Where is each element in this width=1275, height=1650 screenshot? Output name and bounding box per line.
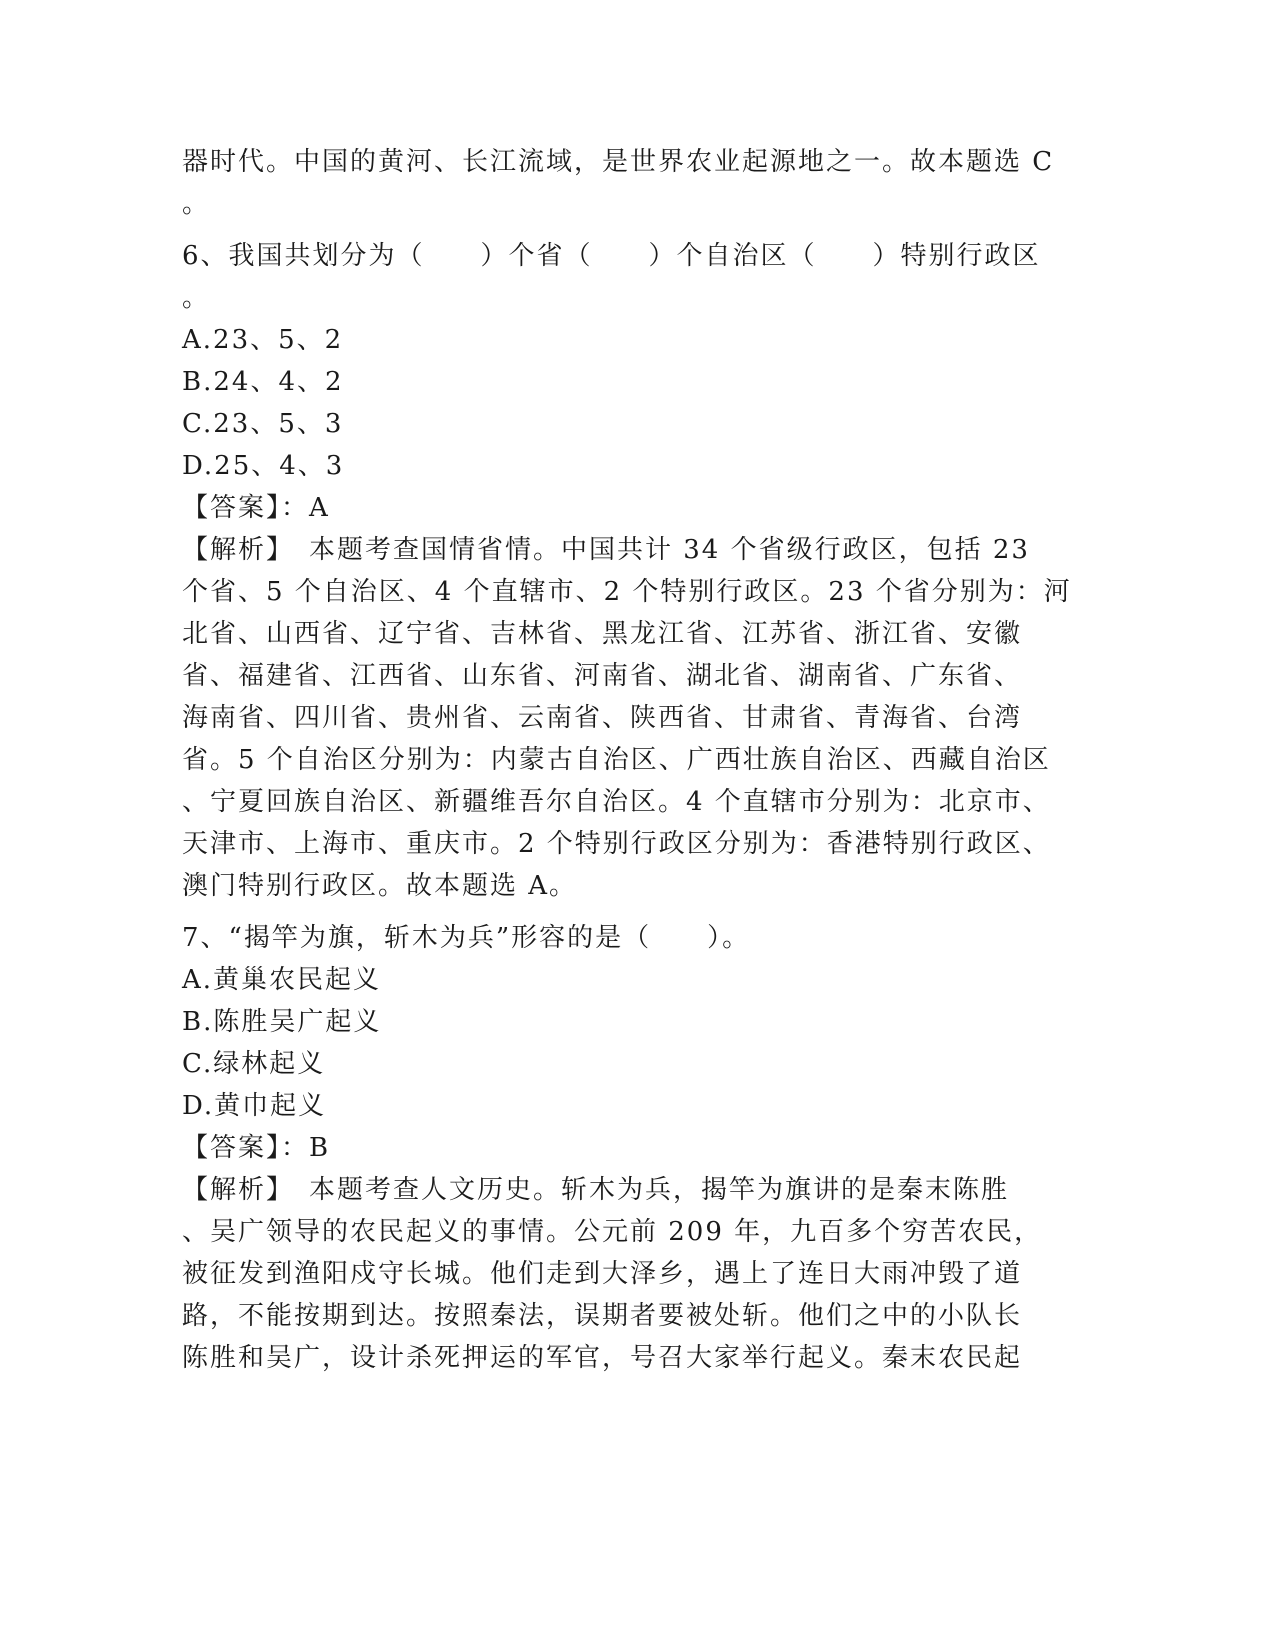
analysis	[182, 529, 1082, 907]
option-d: D.黄巾起义	[182, 1091, 327, 1121]
option-a: A.23、5、2	[182, 325, 344, 355]
analysis-line: 天津市、上海市、重庆市。2 个特别行政区分别为：香港特别行政区、	[182, 829, 1051, 859]
option-b: B.24、4、2	[182, 367, 344, 397]
analysis-line: 、吴广领导的农民起义的事情。公元前 209 年，九百多个穷苦农民，	[182, 1217, 1043, 1247]
analysis-line: 路，不能按期到达。按照秦法，误期者要被处斩。他们之中的小队长	[182, 1301, 1023, 1331]
analysis-line: 【解析】 本题考查国情省情。中国共计 34 个省级行政区，包括 23	[182, 535, 1030, 565]
option-b: B.陈胜吴广起义	[182, 1007, 382, 1037]
question-text: 6、我国共划分为（ ）个省（ ）个自治区（ ）特别行政区	[182, 241, 1041, 271]
analysis-line: 海南省、四川省、贵州省、云南省、陕西省、甘肃省、青海省、台湾	[182, 703, 1023, 733]
document-page	[182, 141, 1082, 1379]
analysis-line: 被征发到渔阳戍守长城。他们走到大泽乡，遇上了连日大雨冲毁了道	[182, 1259, 1023, 1289]
option-c: C.绿林起义	[182, 1049, 326, 1079]
option-d: D.25、4、3	[182, 451, 345, 481]
intro-paragraph	[182, 141, 1082, 225]
text-line: 器时代。中国的黄河、长江流域，是世界农业起源地之一。故本题选 C	[182, 147, 1055, 177]
answer-line: 【答案】：B	[182, 1133, 331, 1163]
analysis-line: 陈胜和吴广，设计杀死押运的军官，号召大家举行起义。秦末农民起	[182, 1343, 1023, 1373]
question-6	[182, 235, 1082, 907]
question-text: 。	[182, 283, 211, 313]
option-c: C.23、5、3	[182, 409, 344, 439]
analysis-line: 个省、5 个自治区、4 个直辖市、2 个特别行政区。23 个省分别为：河	[182, 577, 1072, 607]
analysis-line: 北省、山西省、辽宁省、吉林省、黑龙江省、江苏省、浙江省、安徽	[182, 619, 1023, 649]
text-line: 。	[182, 189, 211, 219]
analysis-line: 、宁夏回族自治区、新疆维吾尔自治区。4 个直辖市分别为：北京市、	[182, 787, 1051, 817]
analysis	[182, 1169, 1082, 1379]
analysis-line: 省、福建省、江西省、山东省、河南省、湖北省、湖南省、广东省、	[182, 661, 1023, 691]
option-a: A.黄巢农民起义	[182, 965, 382, 995]
answer-line: 【答案】：A	[182, 493, 330, 523]
analysis-line: 省。5 个自治区分别为：内蒙古自治区、广西壮族自治区、西藏自治区	[182, 745, 1051, 775]
question-text: 7、“揭竿为旗，斩木为兵”形容的是（ ）。	[182, 923, 751, 953]
analysis-line: 【解析】 本题考查人文历史。斩木为兵，揭竿为旗讲的是秦末陈胜	[182, 1175, 1010, 1205]
question-7	[182, 917, 1082, 1379]
analysis-line: 澳门特别行政区。故本题选 A。	[182, 871, 578, 901]
